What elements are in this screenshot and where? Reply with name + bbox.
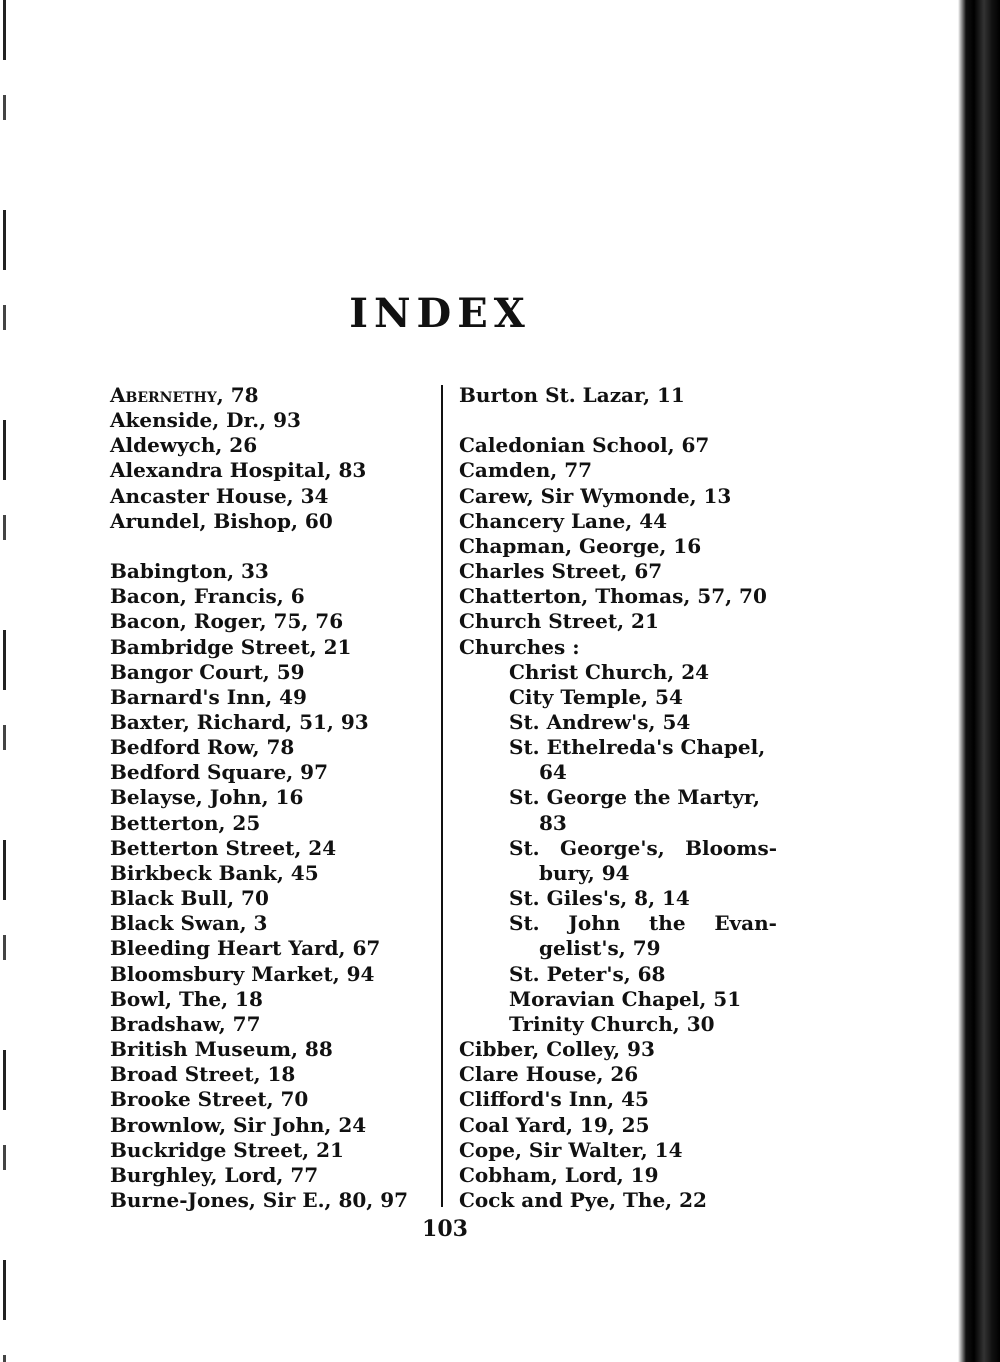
index-entry: Bambridge Street, 21 [110,634,352,659]
index-entry: Black Swan, 3 [110,911,268,936]
index-entry: Abernethy, 78 [110,383,259,407]
word: George's, [560,835,665,860]
page-number: 103 [422,1216,468,1242]
index-entry: Charles Street, 67 [459,559,663,584]
index-entry: Birkbeck Bank, 45 [110,860,319,885]
word: St. [509,835,540,860]
index-entry: Bedford Square, 97 [110,760,328,785]
index-entry: Burton St. Lazar, 11 [459,383,685,407]
index-subentry: Christ Church, 24 [509,659,710,684]
letter-group-gap [110,534,430,559]
index-entry: Bloomsbury Market, 94 [110,961,375,986]
index-entry-churches-heading: Churches : [459,634,580,659]
index-entry: Cobham, Lord, 19 [459,1162,659,1187]
index-entry: Chatterton, Thomas, 57, 70 [459,584,767,609]
index-entry: Chancery Lane, 44 [459,508,668,533]
index-subentry: Moravian Chapel, 51 [509,986,742,1011]
index-entry: Buckridge Street, 21 [110,1137,344,1162]
index-entry: Bacon, Roger, 75, 76 [110,609,344,634]
index-subentry-continuation: 64 [539,760,567,785]
index-subentry: Trinity Church, 30 [509,1011,715,1036]
index-entry: Aldewych, 26 [110,433,258,458]
index-entry: Burne-Jones, Sir E., 80, 97 [110,1187,409,1212]
index-entry: Broad Street, 18 [110,1062,296,1087]
index-right-column [459,383,777,1213]
index-entry: Cock and Pye, The, 22 [459,1187,707,1212]
index-entry: Church Street, 21 [459,609,659,634]
index-entry: Black Bull, 70 [110,886,269,911]
index-left-column [110,383,430,1213]
index-subentry: St. Ethelreda's Chapel, [509,735,766,760]
index-entry: Brownlow, Sir John, 24 [110,1112,367,1137]
index-subentry-continuation: 83 [539,810,567,835]
index-entry: Arundel, Bishop, 60 [110,508,333,533]
index-entry: Cope, Sir Walter, 14 [459,1137,683,1162]
index-subentry-justified [459,911,777,936]
index-subentry: St. Giles's, 8, 14 [509,886,690,911]
index-entry: Bradshaw, 77 [110,1011,261,1036]
index-subentry: St. Andrew's, 54 [509,710,691,735]
index-entry: Camden, 77 [459,458,593,483]
column-divider [441,385,443,1207]
index-entry: Bangor Court, 59 [110,659,305,684]
index-subentry-continuation: bury, 94 [539,860,630,885]
index-entry: Carew, Sir Wymonde, 13 [459,483,732,508]
index-entry: Babington, 33 [110,559,269,584]
index-entry: Ancaster House, 34 [110,483,329,508]
index-entry: British Museum, 88 [110,1037,333,1062]
index-entry: Baxter, Richard, 51, 93 [110,710,369,735]
index-entry: Clifford's Inn, 45 [459,1087,649,1112]
page-left-edge-shadow [3,0,6,1362]
index-entry: Burghley, Lord, 77 [110,1162,319,1187]
index-entry: Brooke Street, 70 [110,1087,309,1112]
index-entry: Chapman, George, 16 [459,533,702,558]
index-entry: Cibber, Colley, 93 [459,1037,655,1062]
index-entry: Caledonian School, 67 [459,433,710,458]
word: John [568,911,621,936]
index-subentry: St. Peter's, 68 [509,961,666,986]
word: St. [509,911,540,936]
index-entry: Clare House, 26 [459,1062,639,1087]
index-subentry-continuation: gelist's, 79 [539,936,661,961]
index-entry: Alexandra Hospital, 83 [110,458,367,483]
index-subentry-justified [459,836,777,861]
word: Evan- [714,911,777,936]
index-entry: Belayse, John, 16 [110,785,304,810]
index-subentry: St. George the Martyr, [509,785,760,810]
index-entry: Coal Yard, 19, 25 [459,1112,650,1137]
index-entry: Akenside, Dr., 93 [110,408,301,433]
index-entry: Betterton, 25 [110,810,261,835]
index-entry: Bacon, Francis, 6 [110,584,305,609]
index-entry: Betterton Street, 24 [110,835,337,860]
letter-group-gap [459,408,777,433]
index-entry: Barnard's Inn, 49 [110,684,307,709]
index-entry: Bedford Row, 78 [110,735,295,760]
index-subentry: City Temple, 54 [509,684,683,709]
index-entry: Bleeding Heart Yard, 67 [110,936,381,961]
page-right-edge-binding [958,0,1000,1362]
page-title: INDEX [349,290,531,337]
word: the [649,911,686,936]
word: Blooms- [685,835,777,860]
index-entry: Bowl, The, 18 [110,986,263,1011]
